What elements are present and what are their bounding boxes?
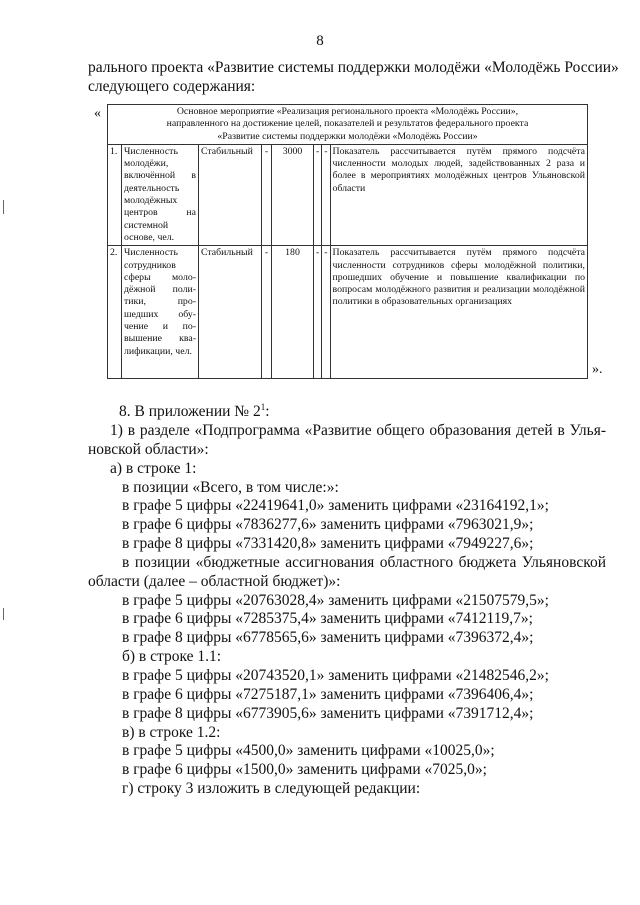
page-number: 8: [316, 33, 324, 49]
amendment-line: в графе 6 цифры «1500,0» заменить цифрами «7025,0»;: [122, 761, 487, 779]
subitem-b: б) в строке 1.1:: [122, 648, 222, 666]
indicator-type: Стабильный: [199, 144, 262, 245]
scan-margin-mark: [3, 608, 4, 620]
cell-dash: -: [262, 246, 272, 379]
cell-dash: -: [262, 144, 272, 245]
position-budget-line-2: области (далее – областной бюджет)»:: [88, 572, 341, 590]
table-caption-row: [108, 105, 588, 145]
amendment-line: в графе 6 цифры «7836277,6» заменить цифрами «7963021,9»;: [122, 516, 534, 534]
closing-quote: ».: [592, 362, 603, 377]
heading-text: 8. В приложении № 2: [119, 403, 261, 421]
amendment-line: в графе 8 цифры «6773905,6» заменить цифрами «7391712,4»;: [122, 704, 534, 722]
amendment-line: в графе 5 цифры «20763028,4» заменить цифрами «21507579,5»;: [122, 591, 549, 609]
subitem-g: г) строку 3 изложить в следующей редакции:: [122, 780, 421, 798]
table-row: [108, 246, 588, 379]
cell-dash: -: [314, 144, 322, 245]
inserted-table: [107, 104, 588, 379]
intro-paragraph: [88, 58, 619, 96]
intro-line-1: рального проекта «Развитие системы поддержки молодёжи «Молодёжь России»: [88, 59, 619, 76]
amendment-line: в графе 8 цифры «6778565,6» заменить цифрами «7396372,4»;: [122, 629, 534, 647]
subitem-a: а) в строке 1:: [110, 459, 197, 477]
indicator-type: Стабильный: [199, 246, 262, 379]
amendment-line: в графе 6 цифры «7285375,4» заменить цифрами «7412119,7»;: [122, 610, 533, 628]
indicator-description: Показатель рассчитывается путём прямого подсчёта численности сотрудников сферы молодёжной политики, прошедших обучение и повышение квалификации по вопросам молодёжного развития и реализации молодёжной политики в образовательных организациях: [330, 246, 587, 379]
indicator-value: 180: [272, 246, 314, 379]
cell-dash: -: [322, 246, 330, 379]
item-1-line-1: 1) в разделе «Подпрограмма «Развитие общего образования детей в Улья-: [110, 422, 606, 439]
cell-dash: -: [314, 246, 322, 379]
caption-line: направленного на достижение целей, показателей и результатов федерального проекта: [166, 118, 529, 130]
row-number: 2.: [108, 246, 122, 379]
caption-line: «Развитие системы поддержки молодёжи «Молодёжь России»: [217, 130, 478, 142]
amendment-line: в графе 5 цифры «22419641,0» заменить цифрами «23164192,1»;: [122, 497, 549, 515]
section-heading: [88, 398, 606, 422]
table-caption: [108, 105, 588, 145]
amendment-line: в графе 5 цифры «20743520,1» заменить цифрами «21482546,2»;: [122, 666, 549, 684]
row-number: 1.: [108, 144, 122, 245]
amendment-line: в графе 8 цифры «7331420,8» заменить цифрами «7949227,6»;: [122, 535, 534, 553]
scan-margin-mark: [3, 200, 4, 214]
indicator-name: Численность молодёжи, включённой в деятельность молодёжных центров на системной основе, чел.: [122, 144, 199, 245]
cell-dash: -: [322, 144, 330, 245]
indicator-value: 3000: [272, 144, 314, 245]
indicator-name: Численность сотрудников сферы моло-дёжной поли-тики, про-шедших обу-чение и по-вышение ква-лификации, чел.: [122, 246, 199, 379]
caption-line: Основное мероприятие «Реализация регионального проекта «Молодёжь России»,: [176, 106, 519, 117]
amendments-body: [88, 398, 606, 799]
intro-line-2: следующего содержания:: [88, 78, 256, 95]
position-total: в позиции «Всего, в том числе:»:: [122, 478, 339, 496]
table-row: [108, 144, 588, 245]
subitem-v: в) в строке 1.2:: [122, 723, 221, 741]
amendment-line: в графе 5 цифры «4500,0» заменить цифрами «10025,0»;: [122, 742, 495, 760]
position-budget-line-1: в позиции «бюджетные ассигнования областного бюджета Ульяновской: [122, 553, 606, 571]
opening-quote: «: [94, 106, 101, 121]
amendment-line: в графе 6 цифры «7275187,1» заменить цифрами «7396406,4»;: [122, 685, 534, 703]
indicator-description: Показатель рассчитывается путём прямого подсчёта численности молодых людей, задействованных 2 раза и более в мероприятиях молодёжных центров Ульяновской области: [330, 144, 587, 245]
item-1-line-2: новской области»:: [88, 440, 209, 458]
heading-superscript: 1: [260, 402, 266, 412]
heading-tail: :: [265, 403, 270, 421]
